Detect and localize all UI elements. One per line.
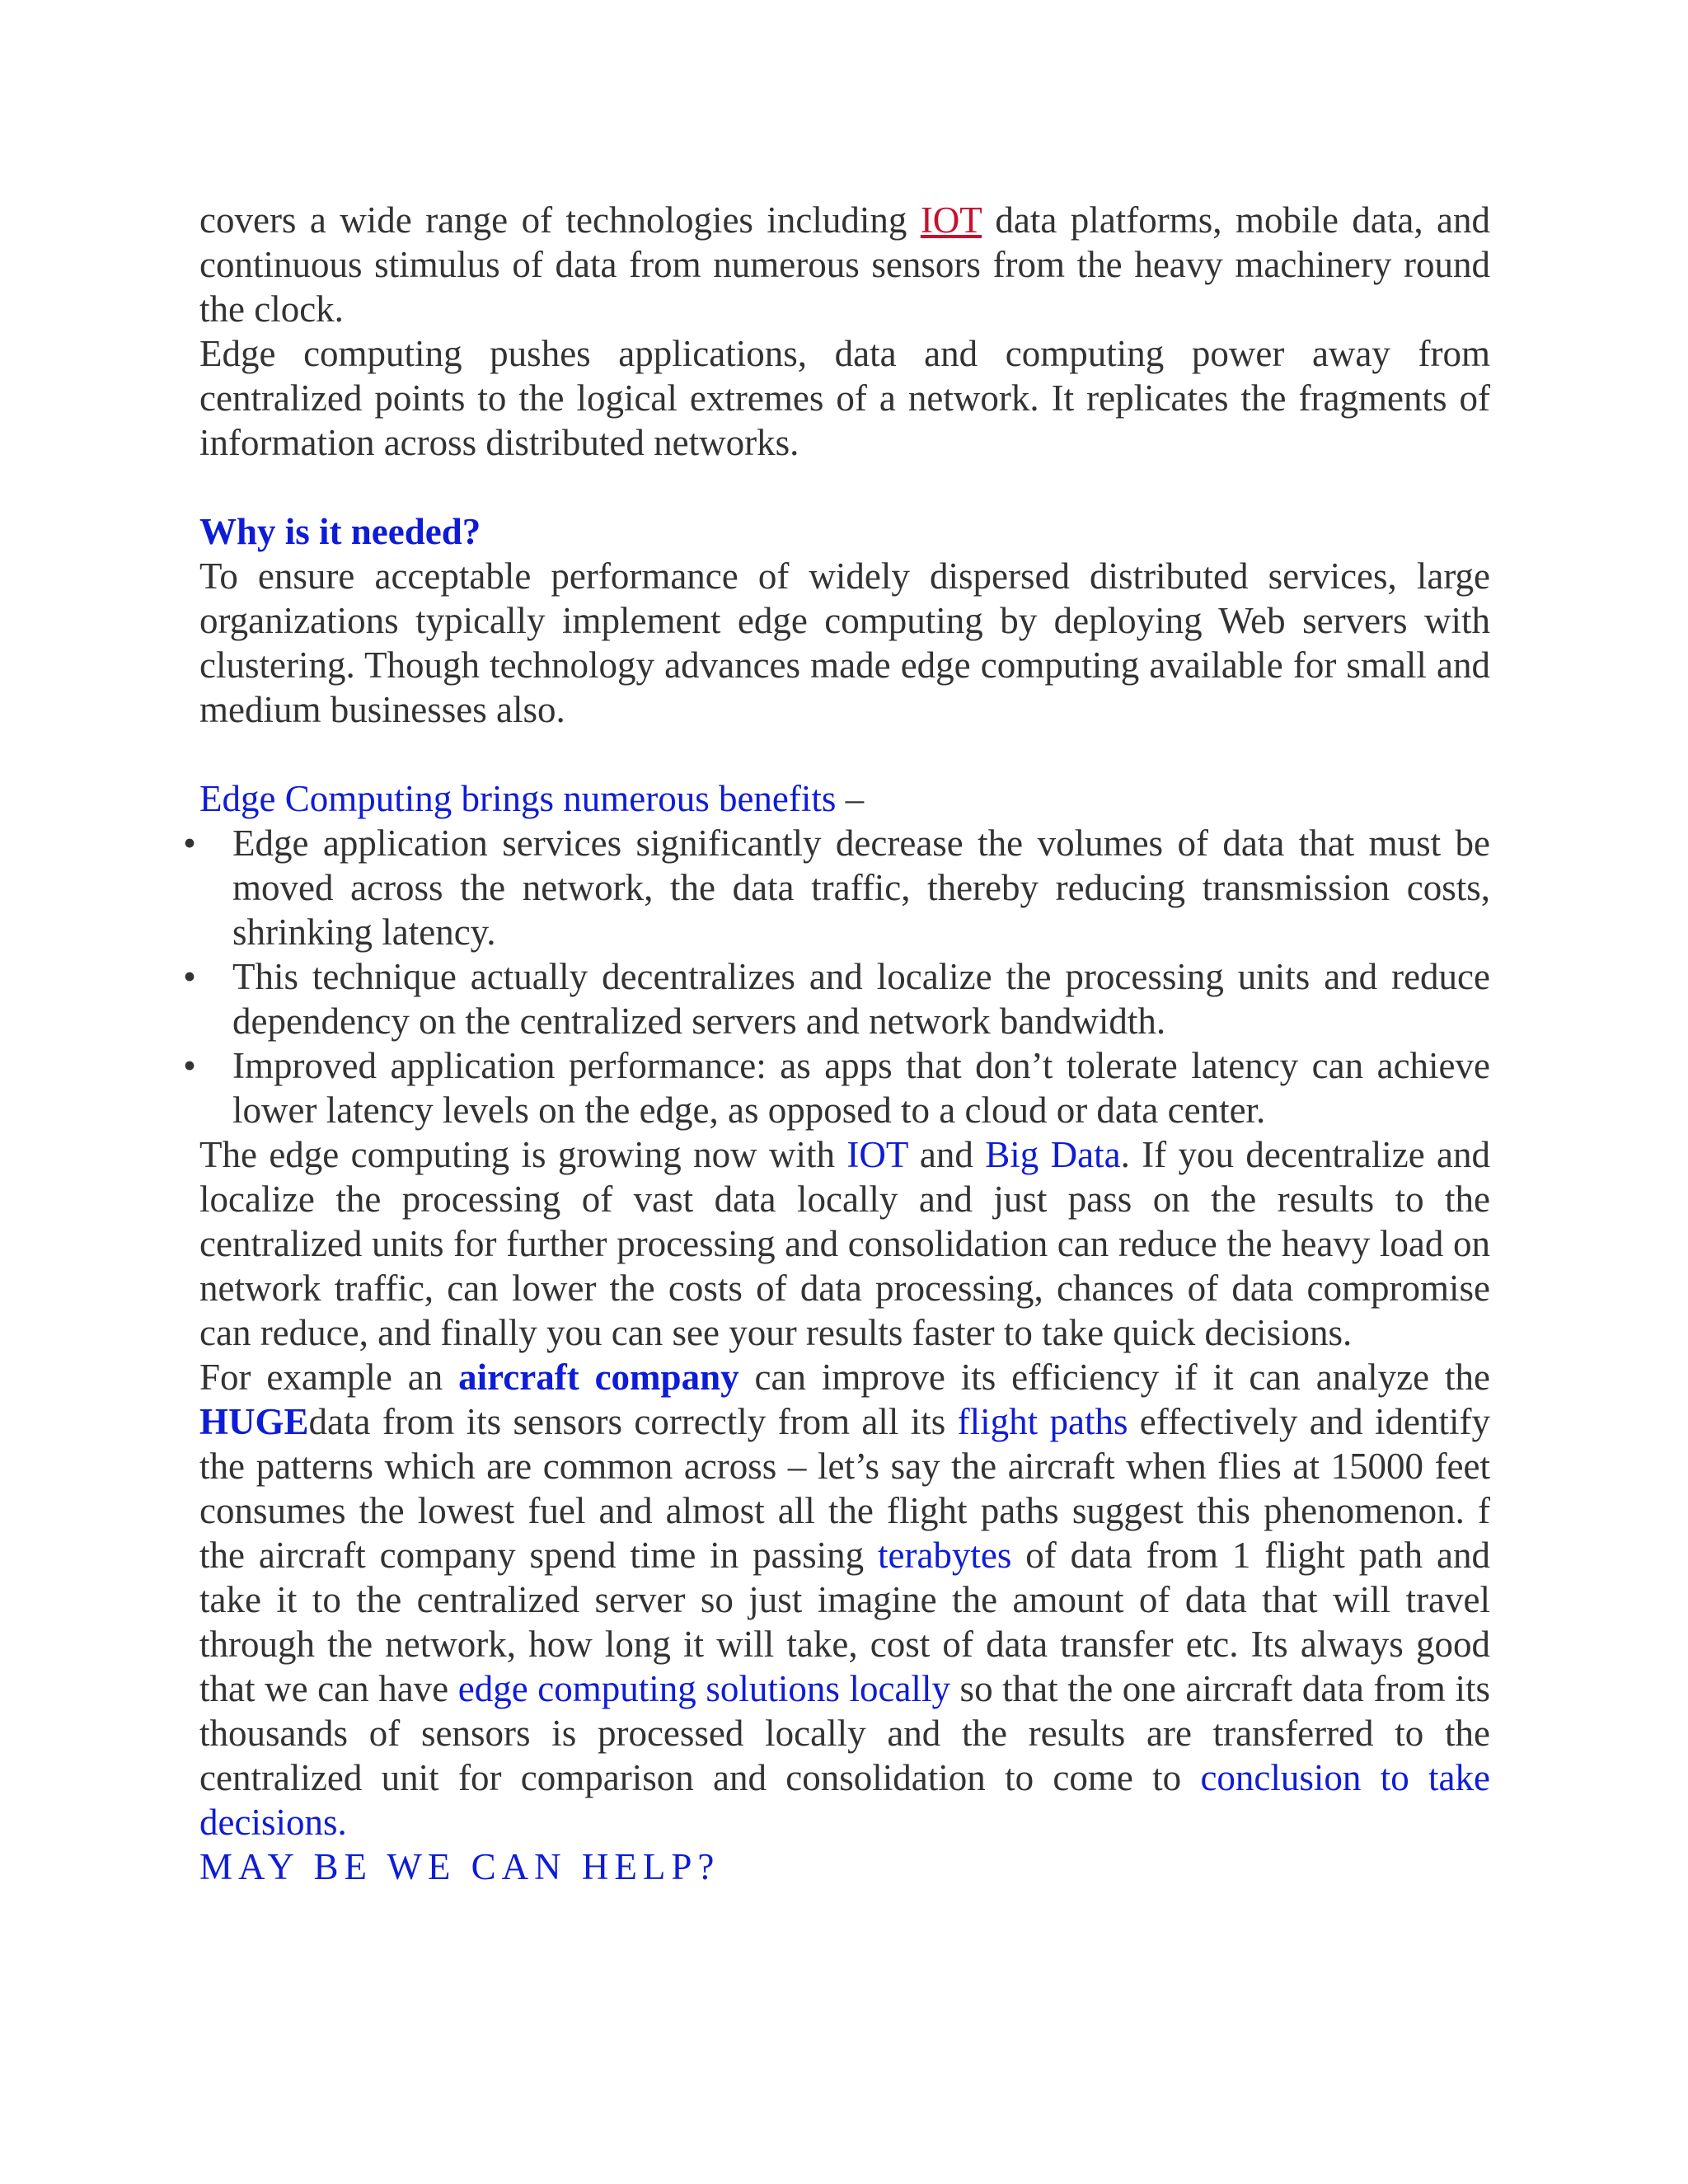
- iot-link[interactable]: IOT: [920, 199, 982, 241]
- bullet-icon: •: [183, 823, 196, 864]
- aircraft-company-link[interactable]: aircraft company: [458, 1357, 739, 1398]
- benefits-dash: –: [836, 778, 865, 819]
- growth-paragraph: [199, 1132, 1490, 1355]
- iot-link-2[interactable]: IOT: [846, 1134, 908, 1175]
- huge-link[interactable]: HUGE: [199, 1401, 309, 1442]
- edge-definition-paragraph: Edge computing pushes applications, data and computing power away from centralized points to the logical extremes of a network. It replicates the fragments of information across distributed networks.: [199, 333, 1490, 463]
- flight-paths-link[interactable]: flight paths: [957, 1401, 1128, 1442]
- document-page: [183, 198, 1491, 1889]
- intro-text-1: covers a wide range of technologies including: [199, 199, 921, 241]
- edge-solutions-link[interactable]: edge computing solutions locally: [457, 1668, 950, 1709]
- benefit-text: Edge application services significantly decrease the volumes of data that must be moved across the network, the data traffic, thereby reducing transmission costs, shrinking latency.: [232, 823, 1490, 953]
- example-text-2: can improve its efficiency if it can analyze the: [738, 1357, 1490, 1398]
- conclusion-link[interactable]: conclusion to take decisions.: [199, 1757, 1490, 1843]
- why-body: To ensure acceptable performance of widely dispersed distributed services, large organizations typically implement edge computing by deploying Web servers with clustering. Though technology advances made edge computing available for small and medium businesses also.: [199, 555, 1490, 730]
- why-heading: Why is it needed?: [199, 511, 481, 552]
- cta-link[interactable]: MAY BE WE CAN HELP?: [199, 1846, 720, 1887]
- intro-text-2: data platforms, mobile data, and continuous stimulus of data from numerous sensors from the heavy machinery round the clock.: [199, 199, 1490, 330]
- benefit-text: This technique actually decentralizes and localize the processing units and reduce dependency on the centralized servers and network bandwidth.: [232, 956, 1490, 1042]
- benefits-intro: [199, 776, 1490, 821]
- list-item: [183, 821, 1490, 954]
- growth-text-3: . If you decentralize and localize the processing of vast data locally and just pass on the results to the centralized units for further processing and consolidation can reduce the heavy load on network traffic, can lower the costs of data processing, chances of data compromise can reduce, and finally you can see your results faster to take quick decisions.: [199, 1134, 1491, 1353]
- bullet-icon: •: [183, 956, 196, 997]
- example-text-5: of data from 1 flight path and take it to the centralized server so just imagine the amount of data that will travel through the network, how long it will take, cost of data transfer etc. Its always good that we can have: [199, 1535, 1490, 1709]
- big-data-link[interactable]: Big Data: [985, 1134, 1121, 1175]
- intro-paragraph: [199, 198, 1490, 331]
- terabytes-link[interactable]: terabytes: [878, 1535, 1012, 1576]
- growth-text-2: and: [907, 1134, 986, 1175]
- benefit-text: Improved application performance: as apps that don’t tolerate latency can achieve lower latency levels on the edge, as opposed to a cloud or data center.: [232, 1045, 1490, 1131]
- bullet-icon: •: [183, 1045, 196, 1086]
- example-text-3: data from its sensors correctly from all its: [308, 1401, 958, 1442]
- example-text-4: effectively and identify the patterns which are common across – let’s say the aircraft when flies at 15000 feet consumes the lowest fuel and almost all the flight paths suggest this phenomenon. f the aircraft company spend time in passing: [199, 1401, 1490, 1576]
- example-paragraph: [199, 1355, 1490, 1844]
- list-item: [183, 954, 1490, 1043]
- example-text-6: so that the one aircraft data from its thousands of sensors is processed locally and the results are transferred to the centralized unit for comparison and consolidation to come to: [199, 1668, 1490, 1798]
- benefits-link[interactable]: Edge Computing brings numerous benefits: [199, 778, 837, 819]
- list-item: [183, 1043, 1490, 1132]
- example-text-1: For example an: [199, 1357, 459, 1398]
- growth-text-1: The edge computing is growing now with: [199, 1134, 847, 1175]
- benefits-list: [183, 821, 1490, 1132]
